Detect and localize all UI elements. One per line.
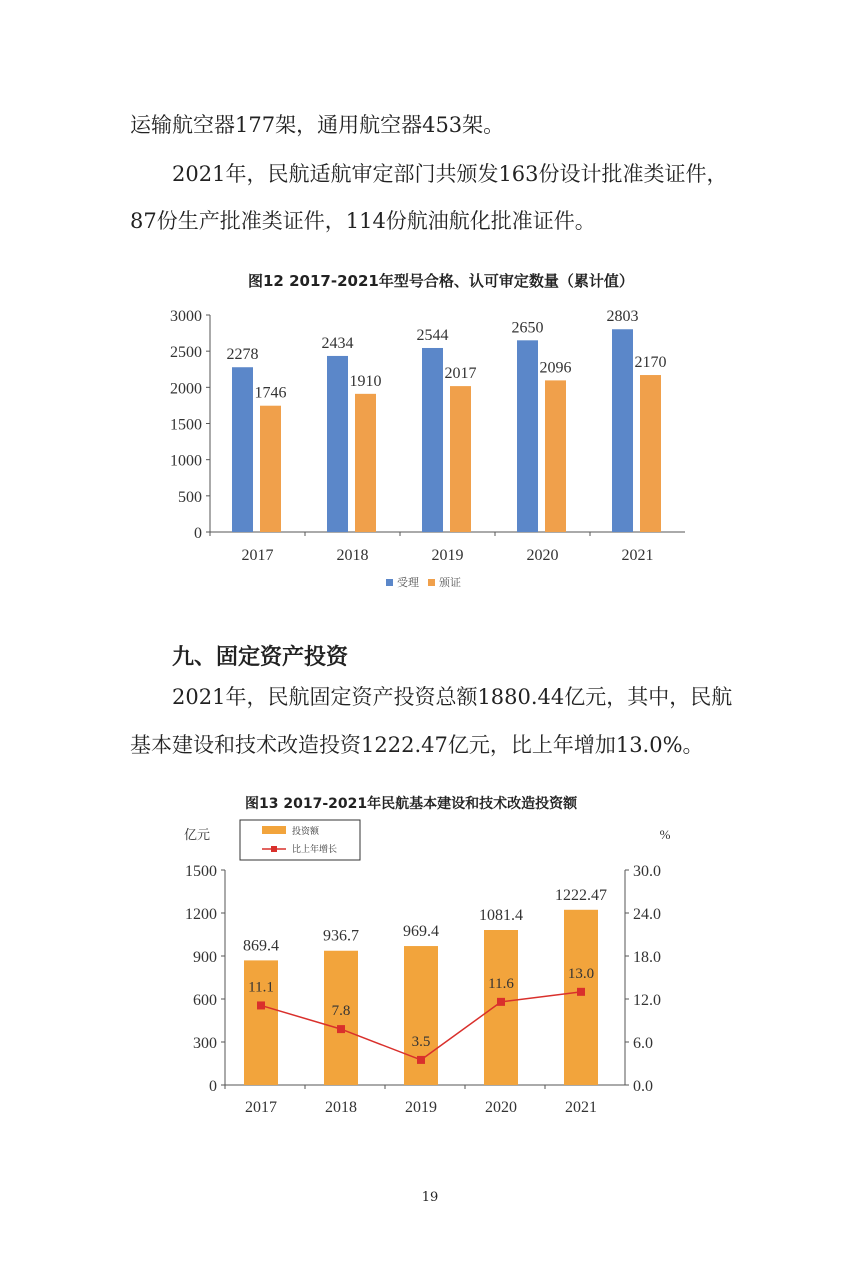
x-tick-label: 2018	[325, 1099, 357, 1116]
paragraph-line-2: 2021年，民航适航审定部门共颁发163份设计批准类证件，	[172, 162, 728, 186]
right-tick-label: 6.0	[633, 1035, 653, 1052]
data-label: 2017	[444, 365, 477, 383]
section-heading: 九、固定资产投资	[172, 645, 349, 670]
figure-12-title: 图12 2017-2021年型号合格、认可审定数量（累计值）	[248, 272, 634, 290]
left-tick-label: 600	[193, 992, 217, 1009]
bar-certified	[355, 394, 376, 532]
growth-marker	[417, 1056, 425, 1064]
right-axis-unit: %	[659, 827, 671, 842]
right-tick-label: 0.0	[633, 1078, 653, 1095]
left-axis-unit: 亿元	[183, 827, 211, 842]
bar-investment	[484, 930, 518, 1085]
bar-accepted	[422, 348, 443, 532]
growth-data-label: 11.1	[248, 979, 274, 996]
data-label: 2434	[321, 334, 354, 352]
x-tick-label: 2021	[621, 547, 654, 564]
x-tick-label: 2020	[526, 547, 559, 564]
left-tick-label: 900	[193, 949, 217, 966]
legend-label-investment: 投资额	[292, 826, 320, 836]
left-tick-label: 1500	[185, 863, 217, 880]
data-label: 2278	[226, 346, 259, 364]
growth-marker	[577, 988, 585, 996]
paragraph-line-5: 基本建设和技术改造投资1222.47亿元，比上年增加13.0%。	[130, 733, 704, 757]
data-label: 2650	[511, 319, 544, 337]
x-tick-label: 2019	[431, 547, 464, 564]
bar-investment	[404, 946, 438, 1085]
y-tick-label: 2000	[170, 380, 202, 398]
data-label: 2170	[634, 354, 667, 372]
growth-data-label: 13.0	[567, 965, 595, 982]
bar-accepted	[327, 356, 348, 532]
data-label: 1910	[349, 372, 382, 390]
right-tick-label: 12.0	[633, 992, 661, 1009]
bar-data-label: 869.4	[243, 937, 279, 955]
left-tick-label: 0	[209, 1078, 217, 1095]
bar-investment	[564, 910, 598, 1085]
bar-data-label: 1222.47	[555, 886, 607, 904]
paragraph-line-3: 87份生产批准类证件，114份航油航化批准证件。	[130, 209, 596, 233]
data-label: 2544	[416, 326, 449, 344]
x-tick-label: 2021	[565, 1099, 597, 1116]
page-number: 19	[421, 1190, 439, 1205]
y-tick-label: 2500	[170, 344, 202, 362]
legend-swatch	[386, 579, 393, 586]
data-label: 2096	[539, 359, 572, 377]
y-tick-label: 1500	[170, 416, 202, 434]
bar-certified	[545, 380, 566, 532]
y-tick-label: 1000	[170, 452, 202, 470]
legend-marker-growth	[271, 846, 277, 852]
left-tick-label: 300	[193, 1035, 217, 1052]
legend-swatch-investment	[262, 826, 286, 834]
bar-certified	[640, 375, 661, 532]
y-tick-label: 0	[194, 525, 202, 542]
bar-data-label: 1081.4	[479, 906, 523, 924]
bar-certified	[260, 406, 281, 532]
bar-accepted	[232, 367, 253, 532]
growth-marker	[257, 1001, 265, 1009]
x-tick-label: 2020	[485, 1099, 517, 1116]
legend-label: 颁证	[439, 577, 461, 589]
x-tick-label: 2019	[405, 1099, 437, 1116]
data-label: 1746	[254, 384, 287, 402]
paragraph-line-4: 2021年，民航固定资产投资总额1880.44亿元，其中，民航	[172, 685, 733, 709]
figure-13-chart	[150, 815, 710, 1125]
right-tick-label: 18.0	[633, 949, 661, 966]
figure-13-title: 图13 2017-2021年民航基本建设和技术改造投资额	[245, 796, 578, 812]
legend-swatch	[428, 579, 435, 586]
growth-marker	[337, 1025, 345, 1033]
growth-data-label: 11.6	[488, 975, 514, 992]
x-tick-label: 2017	[241, 547, 274, 564]
bar-data-label: 969.4	[403, 923, 439, 941]
legend-label: 受理	[397, 577, 419, 589]
y-tick-label: 3000	[170, 308, 202, 325]
bar-certified	[450, 386, 471, 532]
x-tick-label: 2018	[336, 547, 369, 564]
growth-marker	[497, 998, 505, 1006]
legend-label-growth: 比上年增长	[292, 844, 338, 854]
y-tick-label: 500	[178, 488, 202, 506]
bar-data-label: 936.7	[323, 927, 359, 945]
figure-12-chart	[150, 295, 710, 605]
data-label: 2803	[606, 308, 639, 326]
right-tick-label: 24.0	[633, 906, 661, 923]
right-tick-label: 30.0	[633, 863, 661, 880]
bar-accepted	[517, 340, 538, 532]
left-tick-label: 1200	[185, 906, 217, 923]
growth-data-label: 3.5	[411, 1033, 431, 1050]
paragraph-line-1: 运输航空器177架，通用航空器453架。	[130, 113, 505, 137]
bar-accepted	[612, 329, 633, 532]
growth-data-label: 7.8	[331, 1003, 351, 1020]
x-tick-label: 2017	[245, 1099, 277, 1116]
